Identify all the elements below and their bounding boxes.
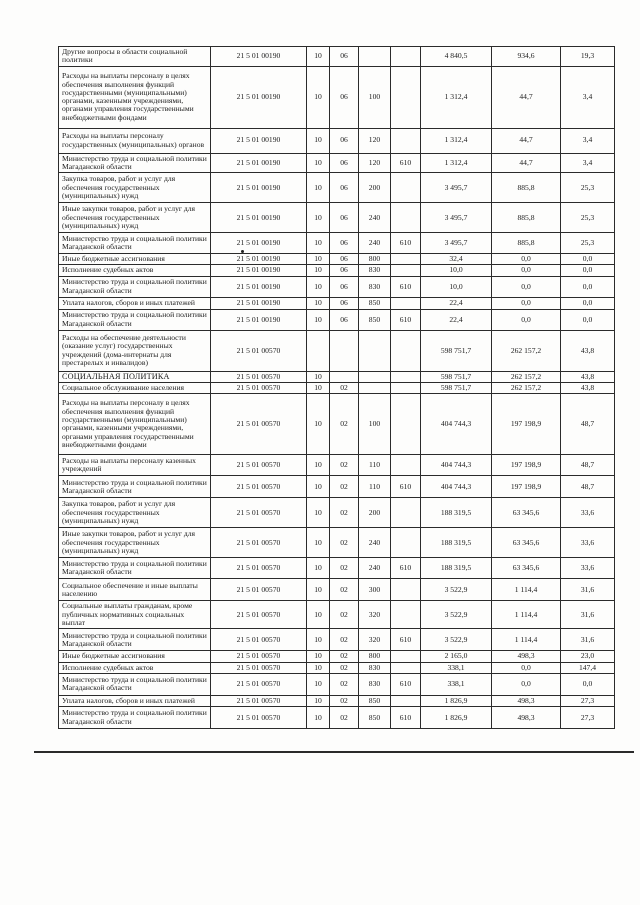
row-fact-amount: 1 114,4: [492, 601, 561, 629]
row-target-code: 21 5 01 00570: [211, 707, 307, 729]
row-plan-amount: 188 319,5: [421, 558, 492, 579]
row-section: 10: [307, 309, 330, 330]
table-row: [59, 394, 615, 455]
row-ministry-code: 610: [391, 153, 421, 173]
row-section: 10: [307, 651, 330, 662]
row-expense-type: 100: [359, 394, 391, 455]
row-name: Исполнение судебных актов: [59, 265, 211, 276]
row-subsection: 02: [330, 629, 359, 651]
row-plan-amount: 3 495,7: [421, 173, 492, 203]
row-percent: 0,0: [561, 309, 615, 330]
row-target-code: 21 5 01 00190: [211, 254, 307, 265]
row-fact-amount: 197 198,9: [492, 394, 561, 455]
row-target-code: 21 5 01 00570: [211, 528, 307, 558]
table-row: [59, 558, 615, 579]
row-fact-amount: 1 114,4: [492, 629, 561, 651]
row-section: 10: [307, 254, 330, 265]
row-plan-amount: 404 744,3: [421, 455, 492, 476]
row-ministry-code: [391, 383, 421, 394]
row-subsection: [330, 371, 359, 382]
row-expense-type: 200: [359, 498, 391, 528]
row-name: Министерство труда и социальной политики Магаданской области: [59, 629, 211, 651]
row-ministry-code: 610: [391, 309, 421, 330]
row-subsection: 06: [330, 297, 359, 309]
row-plan-amount: 3 495,7: [421, 233, 492, 254]
row-percent: 31,6: [561, 629, 615, 651]
row-ministry-code: [391, 394, 421, 455]
table-row: [59, 476, 615, 498]
row-expense-type: 240: [359, 233, 391, 254]
row-name: Иные бюджетные ассигнования: [59, 254, 211, 265]
row-plan-amount: 3 495,7: [421, 203, 492, 233]
row-subsection: 02: [330, 673, 359, 695]
table-row: [59, 203, 615, 233]
table-row: [59, 233, 615, 254]
row-plan-amount: 338,1: [421, 673, 492, 695]
row-fact-amount: 885,8: [492, 203, 561, 233]
table-row: [59, 455, 615, 476]
row-expense-type: 830: [359, 662, 391, 673]
row-name: Социальное обеспечение и иные выплаты населению: [59, 579, 211, 601]
row-section: 10: [307, 662, 330, 673]
row-section: 10: [307, 297, 330, 309]
table-row: [59, 47, 615, 67]
row-plan-amount: 3 522,9: [421, 579, 492, 601]
row-name: Уплата налогов, сборов и иных платежей: [59, 297, 211, 309]
row-section: 10: [307, 498, 330, 528]
row-target-code: 21 5 01 00190: [211, 203, 307, 233]
row-plan-amount: 188 319,5: [421, 528, 492, 558]
row-percent: 3,4: [561, 153, 615, 173]
row-percent: 0,0: [561, 297, 615, 309]
row-plan-amount: 1 312,4: [421, 128, 492, 153]
row-percent: 48,7: [561, 476, 615, 498]
row-fact-amount: 0,0: [492, 254, 561, 265]
row-ministry-code: [391, 173, 421, 203]
row-expense-type: [359, 371, 391, 382]
row-subsection: 06: [330, 173, 359, 203]
row-name: Расходы на обеспечение деятельности (оказание услуг) государственных учреждений (дома-интернаты для престарелых и инвалидов): [59, 330, 211, 371]
row-ministry-code: [391, 265, 421, 276]
row-expense-type: 100: [359, 66, 391, 128]
row-fact-amount: 0,0: [492, 673, 561, 695]
row-ministry-code: [391, 254, 421, 265]
row-section: 10: [307, 203, 330, 233]
row-expense-type: 830: [359, 673, 391, 695]
row-subsection: 06: [330, 128, 359, 153]
row-ministry-code: [391, 128, 421, 153]
row-ministry-code: 610: [391, 476, 421, 498]
table-row: [59, 673, 615, 695]
row-plan-amount: 22,4: [421, 297, 492, 309]
row-ministry-code: [391, 498, 421, 528]
row-fact-amount: 63 345,6: [492, 528, 561, 558]
row-percent: 0,0: [561, 265, 615, 276]
row-percent: 48,7: [561, 394, 615, 455]
row-section: 10: [307, 265, 330, 276]
row-target-code: 21 5 01 00570: [211, 579, 307, 601]
row-subsection: 02: [330, 695, 359, 706]
row-target-code: 21 5 01 00190: [211, 233, 307, 254]
row-target-code: 21 5 01 00190: [211, 276, 307, 297]
row-target-code: 21 5 01 00570: [211, 383, 307, 394]
row-target-code: 21 5 01 00570: [211, 558, 307, 579]
table-row: [59, 297, 615, 309]
row-subsection: 06: [330, 309, 359, 330]
row-fact-amount: 44,7: [492, 128, 561, 153]
row-subsection: 06: [330, 265, 359, 276]
row-percent: 0,0: [561, 254, 615, 265]
row-fact-amount: 63 345,6: [492, 558, 561, 579]
row-target-code: 21 5 01 00570: [211, 476, 307, 498]
table-row: [59, 601, 615, 629]
row-subsection: 02: [330, 601, 359, 629]
row-name: Министерство труда и социальной политики Магаданской области: [59, 233, 211, 254]
row-ministry-code: [391, 651, 421, 662]
row-expense-type: 850: [359, 695, 391, 706]
table-row: [59, 173, 615, 203]
row-target-code: 21 5 01 00570: [211, 330, 307, 371]
bottom-rule: [34, 751, 634, 753]
row-plan-amount: 10,0: [421, 265, 492, 276]
row-expense-type: 830: [359, 265, 391, 276]
row-ministry-code: 610: [391, 558, 421, 579]
row-subsection: 02: [330, 394, 359, 455]
row-expense-type: [359, 47, 391, 67]
row-name: Министерство труда и социальной политики Магаданской области: [59, 309, 211, 330]
row-ministry-code: 610: [391, 707, 421, 729]
row-fact-amount: 197 198,9: [492, 476, 561, 498]
table-row: [59, 309, 615, 330]
row-target-code: 21 5 01 00190: [211, 47, 307, 67]
table-row: [59, 254, 615, 265]
row-section: 10: [307, 695, 330, 706]
row-ministry-code: 610: [391, 629, 421, 651]
row-percent: 3,4: [561, 128, 615, 153]
row-expense-type: 240: [359, 203, 391, 233]
row-name: Расходы на выплаты персоналу казенных учреждений: [59, 455, 211, 476]
table-row: [59, 128, 615, 153]
row-fact-amount: 262 157,2: [492, 371, 561, 382]
row-name: Закупка товаров, работ и услуг для обеспечения государственных (муниципальных) нужд: [59, 173, 211, 203]
row-plan-amount: 188 319,5: [421, 498, 492, 528]
row-fact-amount: 44,7: [492, 153, 561, 173]
row-plan-amount: 598 751,7: [421, 383, 492, 394]
row-plan-amount: 22,4: [421, 309, 492, 330]
row-name: Расходы на выплаты персоналу государственных (муниципальных) органов: [59, 128, 211, 153]
row-name: Иные закупки товаров, работ и услуг для обеспечения государственных (муниципальных) нужд: [59, 203, 211, 233]
row-expense-type: 320: [359, 629, 391, 651]
row-percent: 31,6: [561, 579, 615, 601]
table-row: [59, 330, 615, 371]
row-fact-amount: 0,0: [492, 265, 561, 276]
scan-mark: [241, 250, 244, 253]
row-subsection: 02: [330, 707, 359, 729]
row-ministry-code: 610: [391, 233, 421, 254]
row-name: Социальное обслуживание населения: [59, 383, 211, 394]
row-name: Расходы на выплаты персоналу в целях обеспечения выполнения функций государственными (муниципальными) органами, казенными учреждениями, органами управления государственными внебюджетными фондами: [59, 394, 211, 455]
row-name: Другие вопросы в области социальной политики: [59, 47, 211, 67]
row-target-code: 21 5 01 00570: [211, 371, 307, 382]
row-name: Иные бюджетные ассигнования: [59, 651, 211, 662]
row-fact-amount: 0,0: [492, 297, 561, 309]
row-section: 10: [307, 47, 330, 67]
row-fact-amount: 262 157,2: [492, 383, 561, 394]
row-percent: 0,0: [561, 673, 615, 695]
row-section: 10: [307, 528, 330, 558]
row-expense-type: 850: [359, 297, 391, 309]
row-section: 10: [307, 128, 330, 153]
budget-table: [58, 46, 615, 729]
row-percent: 25,3: [561, 233, 615, 254]
row-section: 10: [307, 153, 330, 173]
row-percent: 147,4: [561, 662, 615, 673]
row-plan-amount: 1 826,9: [421, 707, 492, 729]
row-ministry-code: [391, 601, 421, 629]
budget-table-body: [59, 47, 615, 729]
row-ministry-code: [391, 371, 421, 382]
row-section: 10: [307, 476, 330, 498]
row-expense-type: 850: [359, 309, 391, 330]
row-fact-amount: 63 345,6: [492, 498, 561, 528]
row-name: Министерство труда и социальной политики Магаданской области: [59, 153, 211, 173]
row-subsection: 02: [330, 558, 359, 579]
row-target-code: 21 5 01 00570: [211, 498, 307, 528]
row-ministry-code: 610: [391, 276, 421, 297]
table-row: [59, 695, 615, 706]
row-ministry-code: [391, 695, 421, 706]
row-expense-type: 240: [359, 558, 391, 579]
row-target-code: 21 5 01 00570: [211, 601, 307, 629]
row-fact-amount: 885,8: [492, 173, 561, 203]
row-plan-amount: 4 840,5: [421, 47, 492, 67]
row-percent: 23,0: [561, 651, 615, 662]
row-expense-type: [359, 383, 391, 394]
row-subsection: 06: [330, 153, 359, 173]
row-target-code: 21 5 01 00190: [211, 153, 307, 173]
table-row: [59, 651, 615, 662]
row-percent: 33,6: [561, 498, 615, 528]
row-section: 10: [307, 601, 330, 629]
row-target-code: 21 5 01 00570: [211, 651, 307, 662]
row-percent: 33,6: [561, 528, 615, 558]
row-name: Иные закупки товаров, работ и услуг для обеспечения государственных (муниципальных) нужд: [59, 528, 211, 558]
row-name: Министерство труда и социальной политики Магаданской области: [59, 276, 211, 297]
row-target-code: 21 5 01 00190: [211, 265, 307, 276]
row-percent: 25,3: [561, 173, 615, 203]
row-section: 10: [307, 629, 330, 651]
row-subsection: 02: [330, 476, 359, 498]
row-subsection: 06: [330, 203, 359, 233]
row-expense-type: 240: [359, 528, 391, 558]
row-name: Уплата налогов, сборов и иных платежей: [59, 695, 211, 706]
row-subsection: 06: [330, 276, 359, 297]
row-ministry-code: [391, 455, 421, 476]
row-target-code: 21 5 01 00190: [211, 309, 307, 330]
row-fact-amount: 0,0: [492, 276, 561, 297]
row-plan-amount: 3 522,9: [421, 629, 492, 651]
row-ministry-code: [391, 47, 421, 67]
row-percent: 27,3: [561, 695, 615, 706]
row-name: Министерство труда и социальной политики Магаданской области: [59, 476, 211, 498]
row-fact-amount: 197 198,9: [492, 455, 561, 476]
row-expense-type: 300: [359, 579, 391, 601]
row-subsection: 02: [330, 528, 359, 558]
row-name: Исполнение судебных актов: [59, 662, 211, 673]
row-subsection: 06: [330, 47, 359, 67]
table-row: [59, 276, 615, 297]
table-row: [59, 629, 615, 651]
row-expense-type: 800: [359, 254, 391, 265]
row-target-code: 21 5 01 00570: [211, 662, 307, 673]
row-section: 10: [307, 707, 330, 729]
row-section: 10: [307, 455, 330, 476]
table-row: [59, 579, 615, 601]
table-row: [59, 707, 615, 729]
row-name: Расходы на выплаты персоналу в целях обеспечения выполнения функций государственными (муниципальными) органами, казенными учреждениями, органами управления государственными внебюджетными фондами: [59, 66, 211, 128]
row-name: СОЦИАЛЬНАЯ ПОЛИТИКА: [59, 371, 211, 382]
row-name: Закупка товаров, работ и услуг для обеспечения государственных (муниципальных) нужд: [59, 498, 211, 528]
row-section: 10: [307, 394, 330, 455]
row-subsection: 02: [330, 662, 359, 673]
row-section: 10: [307, 276, 330, 297]
row-percent: 43,8: [561, 383, 615, 394]
row-expense-type: 200: [359, 173, 391, 203]
table-row: [59, 498, 615, 528]
row-plan-amount: 1 312,4: [421, 153, 492, 173]
row-expense-type: 110: [359, 455, 391, 476]
row-section: 10: [307, 558, 330, 579]
row-section: 10: [307, 673, 330, 695]
row-name: Министерство труда и социальной политики Магаданской области: [59, 673, 211, 695]
row-expense-type: 320: [359, 601, 391, 629]
row-expense-type: 120: [359, 128, 391, 153]
row-subsection: 06: [330, 66, 359, 128]
row-section: [307, 330, 330, 371]
row-target-code: 21 5 01 00570: [211, 673, 307, 695]
row-ministry-code: [391, 528, 421, 558]
row-expense-type: 830: [359, 276, 391, 297]
row-section: 10: [307, 233, 330, 254]
row-subsection: 02: [330, 383, 359, 394]
table-row: [59, 66, 615, 128]
row-target-code: 21 5 01 00190: [211, 297, 307, 309]
row-percent: 33,6: [561, 558, 615, 579]
row-subsection: 02: [330, 579, 359, 601]
row-ministry-code: [391, 330, 421, 371]
row-plan-amount: 404 744,3: [421, 476, 492, 498]
table-row: [59, 662, 615, 673]
row-section: 10: [307, 173, 330, 203]
row-percent: 19,3: [561, 47, 615, 67]
table-row: [59, 528, 615, 558]
row-name: Министерство труда и социальной политики Магаданской области: [59, 707, 211, 729]
row-subsection: 06: [330, 254, 359, 265]
row-target-code: 21 5 01 00190: [211, 128, 307, 153]
row-target-code: 21 5 01 00570: [211, 695, 307, 706]
row-percent: 3,4: [561, 66, 615, 128]
row-plan-amount: 598 751,7: [421, 371, 492, 382]
row-target-code: 21 5 01 00190: [211, 173, 307, 203]
row-fact-amount: 44,7: [492, 66, 561, 128]
row-plan-amount: 1 826,9: [421, 695, 492, 706]
row-section: 10: [307, 579, 330, 601]
row-fact-amount: 498,3: [492, 651, 561, 662]
row-plan-amount: 3 522,9: [421, 601, 492, 629]
row-percent: 27,3: [561, 707, 615, 729]
row-expense-type: 850: [359, 707, 391, 729]
row-ministry-code: [391, 579, 421, 601]
row-section: 10: [307, 371, 330, 382]
row-subsection: [330, 330, 359, 371]
row-target-code: 21 5 01 00190: [211, 66, 307, 128]
row-plan-amount: 1 312,4: [421, 66, 492, 128]
row-percent: 0,0: [561, 276, 615, 297]
row-target-code: 21 5 01 00570: [211, 629, 307, 651]
table-row: [59, 265, 615, 276]
row-percent: 48,7: [561, 455, 615, 476]
table-row: [59, 153, 615, 173]
row-ministry-code: [391, 297, 421, 309]
row-plan-amount: 2 165,0: [421, 651, 492, 662]
row-percent: 43,8: [561, 371, 615, 382]
row-plan-amount: 404 744,3: [421, 394, 492, 455]
row-ministry-code: 610: [391, 673, 421, 695]
row-ministry-code: [391, 66, 421, 128]
row-subsection: 02: [330, 455, 359, 476]
row-target-code: 21 5 01 00570: [211, 394, 307, 455]
row-subsection: 02: [330, 651, 359, 662]
row-target-code: 21 5 01 00570: [211, 455, 307, 476]
row-plan-amount: 10,0: [421, 276, 492, 297]
row-name: Министерство труда и социальной политики Магаданской области: [59, 558, 211, 579]
row-fact-amount: 885,8: [492, 233, 561, 254]
row-percent: 43,8: [561, 330, 615, 371]
row-subsection: 06: [330, 233, 359, 254]
row-fact-amount: 0,0: [492, 662, 561, 673]
row-expense-type: 110: [359, 476, 391, 498]
row-fact-amount: 262 157,2: [492, 330, 561, 371]
table-row: [59, 371, 615, 382]
row-fact-amount: 498,3: [492, 707, 561, 729]
row-percent: 31,6: [561, 601, 615, 629]
row-expense-type: [359, 330, 391, 371]
row-plan-amount: 598 751,7: [421, 330, 492, 371]
row-fact-amount: 498,3: [492, 695, 561, 706]
row-percent: 25,3: [561, 203, 615, 233]
row-plan-amount: 338,1: [421, 662, 492, 673]
row-plan-amount: 32,4: [421, 254, 492, 265]
row-subsection: 02: [330, 498, 359, 528]
row-expense-type: 800: [359, 651, 391, 662]
row-fact-amount: 0,0: [492, 309, 561, 330]
row-name: Социальные выплаты гражданам, кроме публичных нормативных социальных выплат: [59, 601, 211, 629]
table-row: [59, 383, 615, 394]
row-ministry-code: [391, 662, 421, 673]
row-expense-type: 120: [359, 153, 391, 173]
row-ministry-code: [391, 203, 421, 233]
row-section: 10: [307, 66, 330, 128]
row-section: 10: [307, 383, 330, 394]
row-fact-amount: 934,6: [492, 47, 561, 67]
row-fact-amount: 1 114,4: [492, 579, 561, 601]
